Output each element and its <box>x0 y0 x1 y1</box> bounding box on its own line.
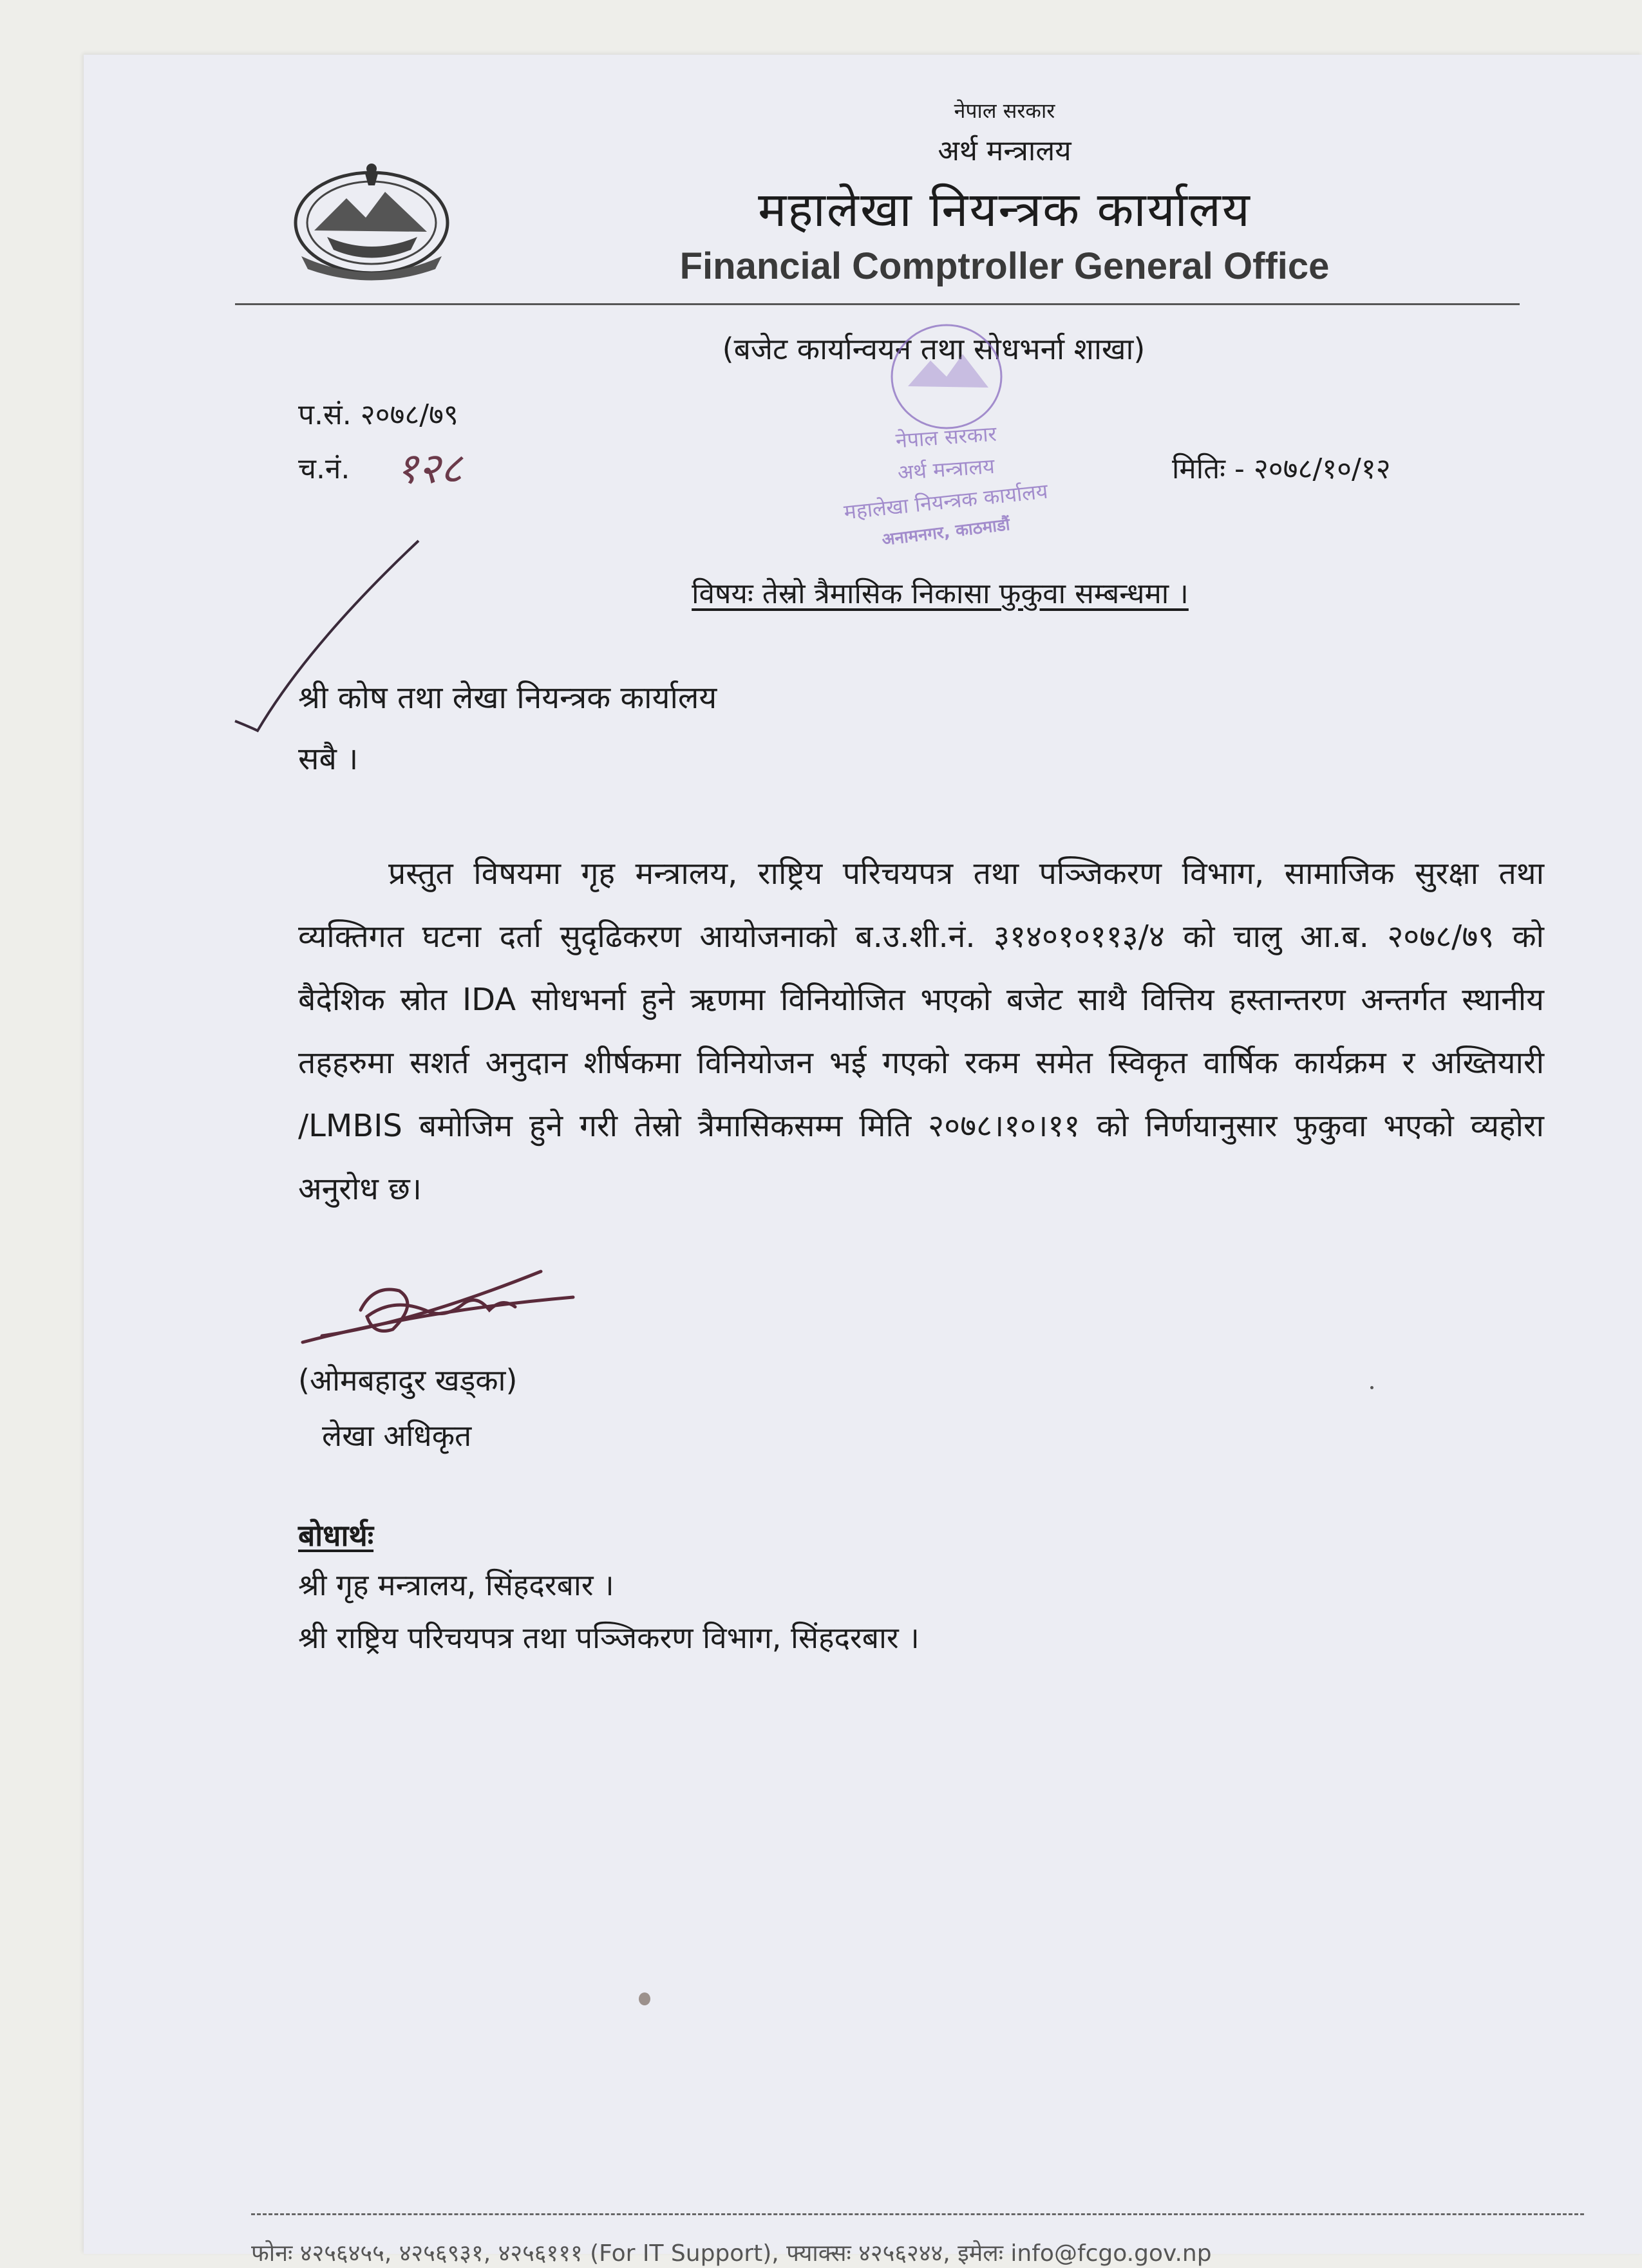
stamp-line-1: नेपाल सरकार <box>894 421 997 453</box>
paper-spot <box>639 1992 650 2005</box>
government-name: नेपाल सरकार <box>954 98 1055 123</box>
footer-contact: फोनः ४२५६४५५, ४२५६९३१, ४२५६१११ (For IT Support), फ्याक्सः ४२५६२४४, इमेलः info@fcgo.gov.np <box>251 2240 1212 2267</box>
addressee-scope: सबै । <box>298 741 359 777</box>
branch-name: (बजेट कार्यान्वयन तथा सोधभर्ना शाखा) <box>722 332 1146 366</box>
signatory-title: लेखा अधिकृत <box>322 1418 472 1453</box>
cc-recipient: श्री गृह मन्त्रालय, सिंहदरबार । <box>298 1568 614 1602</box>
letter-body: प्रस्तुत विषयमा गृह मन्त्रालय, राष्ट्रिय परिचयपत्र तथा पञ्जिकरण विभाग, सामाजिक सुरक्षा तथा व्यक्तिगत घटना दर्ता सुदृढिकरण आयोजनाको ब.उ.शी.नं. ३१४०१०११३/४ को चालु आ.ब. २०७८/७९ को बैदेशिक स्रोत IDA सोधभर्ना हुने ऋणमा विनियोजित भएको बजेट साथै वित्तिय हस्तान्तरण अन्तर्गत स्थानीय तहहरुमा सशर्त अनुदान शीर्षकमा विनियोजन भई गएको रकम समेत स्विकृत वार्षिक कार्यक्रम र अख्तियारी /LMBIS बमोजिम हुने गरी तेस्रो त्रैमासिकसम्म मिति २०७८।१०।११ को निर्णयानुसार फुकुवा भएको व्यहोरा अनुरोध छ। <box>298 856 1544 1207</box>
stamp-line-2: अर्थ मन्त्रालय <box>896 453 996 485</box>
addressee-office: श्री कोष तथा लेखा नियन्त्रक कार्यालय <box>298 680 717 716</box>
paper-speck <box>1370 1386 1373 1389</box>
cc-recipient: श्री राष्ट्रिय परिचयपत्र तथा पञ्जिकरण विभाग, सिंहदरबार । <box>298 1620 920 1655</box>
dispatch-number-label: च.नं. <box>298 453 350 485</box>
dispatch-number-handwritten: १२८ <box>396 444 462 493</box>
handwritten-signature <box>296 1259 586 1362</box>
stamp-line-3: महालेखा नियन्त्रक कार्यालय <box>842 478 1050 525</box>
ministry-name: अर्थ मन्त्रालय <box>938 135 1071 167</box>
stamp-line-4: अनामनगर, काठमाडौं <box>880 514 1012 550</box>
header-divider <box>235 303 1520 305</box>
office-name-english: Financial Comptroller General Office <box>679 245 1330 287</box>
letter-reference-number: प.सं. २०७८/७९ <box>298 398 458 431</box>
office-stamp <box>818 315 1075 554</box>
letter-date: मितिः - २०७८/१०/१२ <box>1172 453 1391 485</box>
footer-divider <box>251 2213 1584 2215</box>
signatory-name: (ओमबहादुर खड्का) <box>298 1363 518 1398</box>
cc-heading: बोधार्थः <box>298 1518 374 1553</box>
letter-subject: विषयः तेस्रो त्रैमासिक निकासा फुकुवा सम्बन्धमा । <box>692 577 1189 610</box>
office-name-nepali: महालेखा नियन्त्रक कार्यालय <box>758 182 1251 238</box>
